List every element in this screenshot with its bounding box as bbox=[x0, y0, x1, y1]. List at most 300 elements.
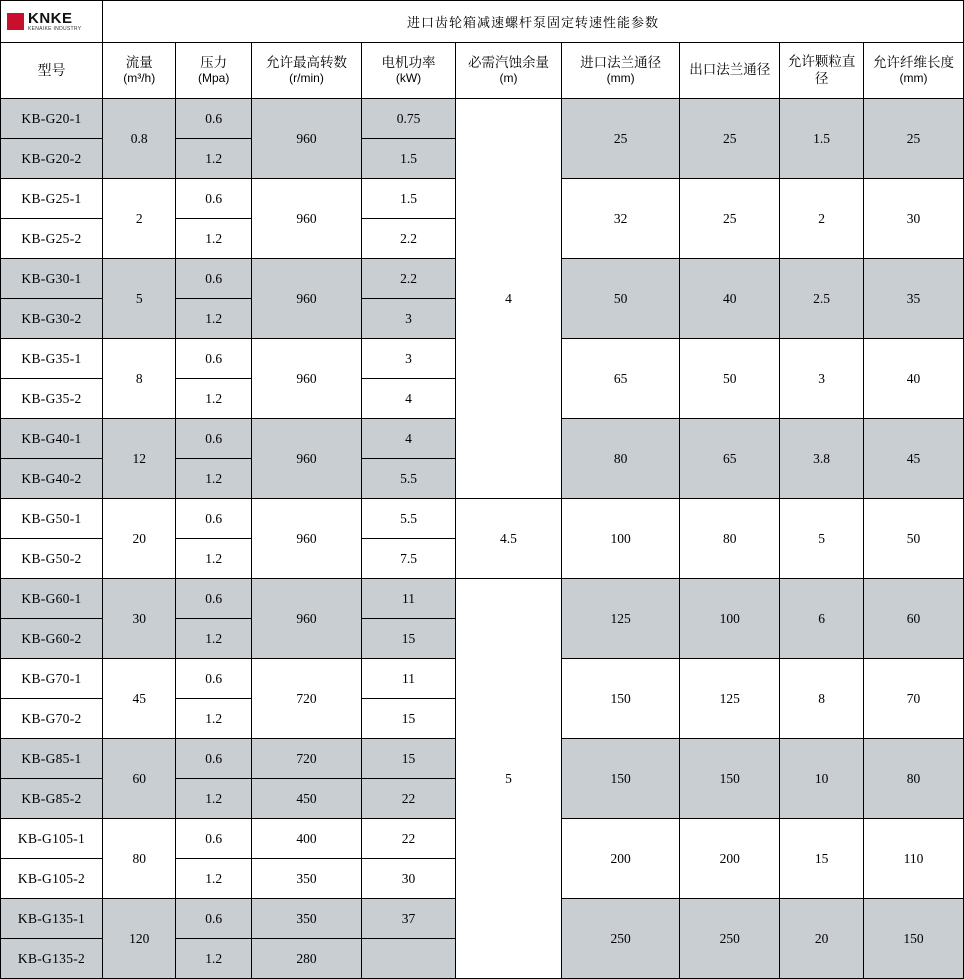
cell-motor-power-value: 7.5 bbox=[400, 550, 417, 566]
cell-motor-power bbox=[362, 299, 456, 339]
model-value: KB-G35-1 bbox=[21, 350, 82, 366]
cell-pressure bbox=[176, 459, 251, 499]
cell-pressure-value: 1.2 bbox=[205, 790, 223, 806]
header-particle bbox=[780, 43, 864, 99]
page-title: 进口齿轮箱减速螺杆泵固定转速性能参数 bbox=[103, 1, 964, 43]
cell-motor-power bbox=[362, 939, 456, 979]
header-motor-power-unit: (kW) bbox=[395, 71, 422, 86]
cell-fiber-length bbox=[863, 739, 963, 819]
cell-max-speed bbox=[251, 859, 361, 899]
cell-flow bbox=[103, 819, 176, 899]
cell-pressure-value: 1.2 bbox=[205, 950, 223, 966]
cell-particle-diameter bbox=[780, 419, 864, 499]
cell-fiber-length bbox=[863, 339, 963, 419]
model-value: KB-G40-2 bbox=[21, 470, 82, 486]
model-value: KB-G60-1 bbox=[21, 590, 82, 606]
cell-particle-diameter-value: 3.8 bbox=[813, 450, 831, 466]
cell-pressure-value: 0.6 bbox=[205, 190, 223, 206]
cell-pressure-value: 0.6 bbox=[205, 590, 223, 606]
cell-pressure-value: 1.2 bbox=[205, 310, 223, 326]
model-value: KB-G135-2 bbox=[17, 950, 86, 966]
cell-motor-power-value: 15 bbox=[401, 710, 416, 726]
header-pressure-label: 压力 bbox=[200, 54, 228, 70]
cell-inlet-flange bbox=[562, 739, 680, 819]
cell-pressure-value: 1.2 bbox=[205, 390, 223, 406]
cell-fiber-length-value: 25 bbox=[906, 130, 921, 146]
cell-particle-diameter-value: 1.5 bbox=[813, 130, 831, 146]
cell-pressure bbox=[176, 739, 251, 779]
cell-motor-power bbox=[362, 459, 456, 499]
header-max-speed bbox=[251, 43, 361, 99]
cell-flow bbox=[103, 99, 176, 179]
cell-inlet-flange bbox=[562, 99, 680, 179]
table-row bbox=[1, 499, 964, 539]
cell-pressure bbox=[176, 939, 251, 979]
cell-pressure bbox=[176, 139, 251, 179]
cell-outlet-flange-value: 65 bbox=[723, 450, 737, 466]
cell-npsh-value: 4 bbox=[505, 290, 512, 306]
model-value: KB-G70-1 bbox=[21, 670, 82, 686]
cell-max-speed-value: 350 bbox=[296, 870, 317, 886]
cell-pressure-value: 1.2 bbox=[205, 470, 223, 486]
cell-inlet-flange bbox=[562, 579, 680, 659]
cell-outlet-flange bbox=[680, 499, 780, 579]
cell-inlet-flange-value: 50 bbox=[613, 290, 628, 306]
cell-max-speed-value: 960 bbox=[296, 450, 317, 466]
cell-motor-power-value: 4 bbox=[405, 430, 412, 446]
cell-fiber-length-value: 40 bbox=[906, 370, 921, 386]
cell-max-speed bbox=[251, 179, 361, 259]
cell-particle-diameter-value: 2 bbox=[818, 210, 825, 226]
cell-max-speed-value: 350 bbox=[296, 910, 317, 926]
cell-outlet-flange bbox=[680, 99, 780, 179]
cell-flow-value: 45 bbox=[132, 690, 146, 706]
cell-pressure bbox=[176, 579, 251, 619]
cell-max-speed-value: 400 bbox=[296, 830, 317, 846]
cell-model bbox=[1, 379, 103, 419]
cell-inlet-flange-value: 250 bbox=[610, 930, 631, 946]
cell-fiber-length bbox=[863, 659, 963, 739]
cell-particle-diameter-value: 20 bbox=[814, 930, 829, 946]
cell-pressure-value: 1.2 bbox=[205, 710, 223, 726]
cell-motor-power bbox=[362, 419, 456, 459]
cell-particle-diameter-value: 8 bbox=[818, 690, 825, 706]
cell-max-speed-value: 960 bbox=[296, 530, 317, 546]
cell-inlet-flange-value: 80 bbox=[613, 450, 628, 466]
cell-model bbox=[1, 419, 103, 459]
header-motor-power-label: 电机功率 bbox=[381, 54, 436, 70]
cell-fiber-length bbox=[863, 179, 963, 259]
cell-max-speed-value: 720 bbox=[296, 750, 317, 766]
header-flow-unit: (m³/h) bbox=[123, 71, 156, 86]
cell-flow bbox=[103, 499, 176, 579]
cell-max-speed bbox=[251, 339, 361, 419]
brand-subtitle: KENAIKE INDUSTRY bbox=[28, 25, 82, 32]
cell-flow bbox=[103, 579, 176, 659]
cell-flow-value: 8 bbox=[135, 370, 143, 386]
header-particle-label: 允许颗粒直径 bbox=[787, 53, 856, 86]
cell-motor-power-value: 2.2 bbox=[400, 230, 417, 246]
cell-motor-power bbox=[362, 259, 456, 299]
header-fiber bbox=[863, 43, 963, 99]
header-max-speed-label: 允许最高转数 bbox=[266, 54, 347, 70]
header-fiber-label: 允许纤维长度 bbox=[872, 54, 954, 70]
cell-fiber-length bbox=[863, 819, 963, 899]
cell-particle-diameter bbox=[780, 339, 864, 419]
cell-max-speed bbox=[251, 499, 361, 579]
cell-motor-power-value: 11 bbox=[402, 670, 415, 686]
cell-model bbox=[1, 739, 103, 779]
cell-model bbox=[1, 579, 103, 619]
title-row bbox=[1, 1, 964, 43]
cell-flow bbox=[103, 659, 176, 739]
cell-max-speed bbox=[251, 739, 361, 779]
cell-fiber-length bbox=[863, 579, 963, 659]
cell-motor-power-value: 1.5 bbox=[400, 150, 417, 166]
cell-outlet-flange-value: 100 bbox=[719, 610, 740, 626]
cell-inlet-flange bbox=[562, 499, 680, 579]
cell-model bbox=[1, 99, 103, 139]
cell-outlet-flange-value: 200 bbox=[719, 850, 740, 866]
cell-outlet-flange-value: 250 bbox=[719, 930, 740, 946]
cell-pressure bbox=[176, 419, 251, 459]
cell-max-speed bbox=[251, 99, 361, 179]
cell-motor-power-value: 30 bbox=[401, 870, 416, 886]
cell-outlet-flange-value: 50 bbox=[723, 370, 737, 386]
cell-particle-diameter bbox=[780, 259, 864, 339]
cell-max-speed bbox=[251, 779, 361, 819]
cell-flow-value: 20 bbox=[132, 530, 146, 546]
cell-outlet-flange-value: 25 bbox=[723, 130, 737, 146]
model-value: KB-G20-2 bbox=[21, 150, 82, 166]
cell-inlet-flange bbox=[562, 819, 680, 899]
model-value: KB-G20-1 bbox=[21, 110, 82, 126]
header-model: 型号 bbox=[1, 43, 103, 99]
cell-flow bbox=[103, 339, 176, 419]
cell-motor-power bbox=[362, 659, 456, 699]
header-flow bbox=[103, 43, 176, 99]
cell-pressure-value: 0.6 bbox=[205, 670, 223, 686]
cell-max-speed bbox=[251, 899, 361, 939]
cell-outlet-flange-value: 80 bbox=[723, 530, 737, 546]
brand-logo bbox=[7, 11, 96, 32]
cell-model bbox=[1, 499, 103, 539]
cell-inlet-flange bbox=[562, 659, 680, 739]
cell-motor-power bbox=[362, 699, 456, 739]
cell-max-speed-value: 960 bbox=[296, 370, 317, 386]
cell-model bbox=[1, 459, 103, 499]
cell-pressure bbox=[176, 779, 251, 819]
cell-pressure bbox=[176, 219, 251, 259]
cell-pressure bbox=[176, 99, 251, 139]
cell-motor-power bbox=[362, 899, 456, 939]
cell-outlet-flange bbox=[680, 259, 780, 339]
header-npsh bbox=[455, 43, 561, 99]
cell-pressure bbox=[176, 659, 251, 699]
cell-max-speed-value: 720 bbox=[296, 690, 317, 706]
cell-outlet-flange-value: 125 bbox=[719, 690, 740, 706]
header-pressure bbox=[176, 43, 251, 99]
cell-pressure-value: 1.2 bbox=[205, 550, 223, 566]
cell-model bbox=[1, 179, 103, 219]
cell-flow-value: 30 bbox=[132, 610, 146, 626]
cell-particle-diameter-value: 3 bbox=[818, 370, 825, 386]
cell-model bbox=[1, 299, 103, 339]
cell-inlet-flange-value: 32 bbox=[613, 210, 628, 226]
cell-motor-power bbox=[362, 499, 456, 539]
cell-model bbox=[1, 699, 103, 739]
cell-motor-power bbox=[362, 779, 456, 819]
cell-fiber-length bbox=[863, 499, 963, 579]
model-value: KB-G105-2 bbox=[17, 870, 86, 886]
cell-pressure bbox=[176, 259, 251, 299]
cell-motor-power bbox=[362, 139, 456, 179]
cell-flow bbox=[103, 739, 176, 819]
cell-motor-power-value: 3 bbox=[405, 350, 412, 366]
cell-motor-power-value: 5.5 bbox=[400, 510, 417, 526]
cell-fiber-length bbox=[863, 419, 963, 499]
cell-model bbox=[1, 659, 103, 699]
model-value: KB-G30-2 bbox=[21, 310, 82, 326]
model-value: KB-G135-1 bbox=[17, 910, 86, 926]
cell-npsh-value: 5 bbox=[505, 770, 512, 786]
cell-motor-power-value: 11 bbox=[402, 590, 415, 606]
cell-particle-diameter-value: 10 bbox=[814, 770, 829, 786]
cell-motor-power bbox=[362, 819, 456, 859]
header-motor-power bbox=[362, 43, 456, 99]
cell-flow-value: 0.8 bbox=[130, 130, 148, 146]
model-value: KB-G30-1 bbox=[21, 270, 82, 286]
header-row bbox=[1, 43, 964, 99]
cell-pressure-value: 0.6 bbox=[205, 430, 223, 446]
model-value: KB-G25-2 bbox=[21, 230, 82, 246]
cell-motor-power bbox=[362, 859, 456, 899]
model-value: KB-G85-1 bbox=[21, 750, 82, 766]
cell-npsh bbox=[455, 499, 561, 579]
model-value: KB-G85-2 bbox=[21, 790, 82, 806]
cell-motor-power-value: 1.5 bbox=[400, 190, 417, 206]
cell-motor-power-value: 22 bbox=[401, 830, 416, 846]
cell-inlet-flange-value: 25 bbox=[613, 130, 628, 146]
header-npsh-label: 必需汽蚀余量 bbox=[467, 54, 549, 70]
cell-fiber-length-value: 35 bbox=[906, 290, 921, 306]
cell-pressure-value: 1.2 bbox=[205, 230, 223, 246]
cell-max-speed bbox=[251, 419, 361, 499]
header-pressure-unit: (Mpa) bbox=[198, 71, 230, 86]
cell-flow bbox=[103, 179, 176, 259]
cell-inlet-flange bbox=[562, 259, 680, 339]
cell-model bbox=[1, 819, 103, 859]
cell-npsh bbox=[455, 579, 561, 979]
cell-inlet-flange bbox=[562, 339, 680, 419]
cell-outlet-flange bbox=[680, 579, 780, 659]
cell-flow-value: 80 bbox=[132, 850, 146, 866]
cell-motor-power bbox=[362, 339, 456, 379]
cell-pressure bbox=[176, 859, 251, 899]
model-value: KB-G60-2 bbox=[21, 630, 82, 646]
model-value: KB-G50-2 bbox=[21, 550, 82, 566]
cell-particle-diameter-value: 6 bbox=[818, 610, 825, 626]
cell-fiber-length-value: 45 bbox=[906, 450, 921, 466]
header-outlet-flange-label: 出口法兰通径 bbox=[689, 62, 771, 78]
cell-motor-power-value: 3 bbox=[405, 310, 412, 326]
cell-pressure-value: 0.6 bbox=[205, 510, 223, 526]
header-inlet-flange-unit: (mm) bbox=[606, 71, 635, 86]
cell-max-speed bbox=[251, 819, 361, 859]
cell-particle-diameter-value: 2.5 bbox=[813, 290, 831, 306]
cell-max-speed bbox=[251, 659, 361, 739]
cell-motor-power bbox=[362, 739, 456, 779]
cell-particle-diameter bbox=[780, 499, 864, 579]
cell-pressure bbox=[176, 499, 251, 539]
cell-motor-power-value: 2.2 bbox=[400, 270, 417, 286]
header-max-speed-unit: (r/min) bbox=[289, 71, 324, 86]
cell-model bbox=[1, 619, 103, 659]
cell-flow-value: 60 bbox=[132, 770, 146, 786]
cell-fiber-length-value: 30 bbox=[906, 210, 921, 226]
cell-motor-power bbox=[362, 539, 456, 579]
cell-pressure-value: 0.6 bbox=[205, 350, 223, 366]
cell-inlet-flange bbox=[562, 899, 680, 979]
cell-fiber-length bbox=[863, 259, 963, 339]
brand-name: KNKE bbox=[28, 10, 73, 27]
cell-fiber-length bbox=[863, 99, 963, 179]
cell-flow-value: 12 bbox=[132, 450, 146, 466]
cell-motor-power-value: 4 bbox=[405, 390, 412, 406]
model-value: KB-G25-1 bbox=[21, 190, 82, 206]
cell-outlet-flange-value: 150 bbox=[719, 770, 740, 786]
cell-inlet-flange bbox=[562, 419, 680, 499]
cell-pressure bbox=[176, 179, 251, 219]
cell-particle-diameter-value: 15 bbox=[814, 850, 829, 866]
cell-outlet-flange bbox=[680, 339, 780, 419]
header-inlet-flange bbox=[562, 43, 680, 99]
cell-fiber-length-value: 80 bbox=[906, 770, 921, 786]
cell-pressure-value: 0.6 bbox=[205, 830, 223, 846]
cell-pressure-value: 1.2 bbox=[205, 150, 223, 166]
cell-outlet-flange bbox=[680, 659, 780, 739]
brand-logo-cell bbox=[1, 1, 103, 43]
table-row bbox=[1, 579, 964, 619]
cell-motor-power-value: 37 bbox=[401, 910, 416, 926]
cell-outlet-flange bbox=[680, 899, 780, 979]
cell-motor-power-value: 22 bbox=[401, 790, 416, 806]
cell-model bbox=[1, 339, 103, 379]
cell-motor-power bbox=[362, 579, 456, 619]
cell-max-speed-value: 960 bbox=[296, 130, 317, 146]
cell-motor-power bbox=[362, 179, 456, 219]
cell-pressure bbox=[176, 619, 251, 659]
cell-npsh-value: 4.5 bbox=[500, 530, 517, 546]
cell-pressure bbox=[176, 899, 251, 939]
cell-model bbox=[1, 859, 103, 899]
cell-flow bbox=[103, 259, 176, 339]
cell-motor-power bbox=[362, 99, 456, 139]
header-fiber-unit: (mm) bbox=[899, 71, 928, 86]
model-value: KB-G35-2 bbox=[21, 390, 82, 406]
cell-outlet-flange bbox=[680, 179, 780, 259]
cell-fiber-length-value: 60 bbox=[906, 610, 921, 626]
cell-max-speed-value: 280 bbox=[296, 950, 317, 966]
cell-inlet-flange-value: 125 bbox=[610, 610, 631, 626]
cell-pressure-value: 0.6 bbox=[205, 270, 223, 286]
cell-inlet-flange-value: 150 bbox=[610, 770, 631, 786]
cell-pressure bbox=[176, 339, 251, 379]
header-outlet-flange bbox=[680, 43, 780, 99]
cell-outlet-flange-value: 25 bbox=[723, 210, 737, 226]
cell-particle-diameter bbox=[780, 899, 864, 979]
cell-outlet-flange bbox=[680, 739, 780, 819]
cell-model bbox=[1, 139, 103, 179]
cell-flow-value: 2 bbox=[135, 210, 143, 226]
cell-max-speed bbox=[251, 579, 361, 659]
cell-particle-diameter bbox=[780, 659, 864, 739]
cell-motor-power bbox=[362, 619, 456, 659]
cell-model bbox=[1, 779, 103, 819]
cell-model bbox=[1, 539, 103, 579]
cell-pressure-value: 1.2 bbox=[205, 630, 223, 646]
model-value: KB-G40-1 bbox=[21, 430, 82, 446]
cell-max-speed-value: 960 bbox=[296, 210, 317, 226]
header-npsh-unit: (m) bbox=[499, 71, 518, 86]
cell-pressure-value: 0.6 bbox=[205, 910, 223, 926]
cell-fiber-length-value: 50 bbox=[906, 530, 921, 546]
cell-flow-value: 120 bbox=[129, 930, 150, 946]
cell-pressure bbox=[176, 539, 251, 579]
cell-particle-diameter bbox=[780, 179, 864, 259]
model-value: KB-G105-1 bbox=[17, 830, 86, 846]
cell-particle-diameter bbox=[780, 579, 864, 659]
cell-pressure-value: 1.2 bbox=[205, 870, 223, 886]
cell-motor-power-value: 5.5 bbox=[400, 470, 417, 486]
cell-motor-power bbox=[362, 219, 456, 259]
logo-square-icon bbox=[7, 13, 24, 30]
model-value: KB-G50-1 bbox=[21, 510, 82, 526]
cell-pressure bbox=[176, 699, 251, 739]
cell-model bbox=[1, 219, 103, 259]
cell-inlet-flange-value: 200 bbox=[610, 850, 631, 866]
cell-model bbox=[1, 899, 103, 939]
cell-particle-diameter bbox=[780, 99, 864, 179]
cell-pressure bbox=[176, 819, 251, 859]
cell-model bbox=[1, 939, 103, 979]
cell-pressure bbox=[176, 379, 251, 419]
cell-inlet-flange-value: 65 bbox=[613, 370, 628, 386]
cell-fiber-length-value: 150 bbox=[903, 930, 924, 946]
cell-max-speed bbox=[251, 939, 361, 979]
cell-inlet-flange-value: 150 bbox=[610, 690, 631, 706]
cell-outlet-flange bbox=[680, 819, 780, 899]
header-flow-label: 流量 bbox=[125, 54, 153, 70]
cell-motor-power-value: 15 bbox=[401, 630, 416, 646]
table-row bbox=[1, 99, 964, 139]
cell-max-speed-value: 960 bbox=[296, 290, 317, 306]
cell-npsh bbox=[455, 99, 561, 499]
cell-particle-diameter bbox=[780, 819, 864, 899]
cell-outlet-flange-value: 40 bbox=[723, 290, 737, 306]
cell-max-speed bbox=[251, 259, 361, 339]
cell-model bbox=[1, 259, 103, 299]
cell-max-speed-value: 450 bbox=[296, 790, 317, 806]
cell-fiber-length-value: 110 bbox=[903, 850, 924, 866]
cell-inlet-flange bbox=[562, 179, 680, 259]
model-value: KB-G70-2 bbox=[21, 710, 82, 726]
cell-pressure-value: 0.6 bbox=[205, 110, 223, 126]
cell-particle-diameter-value: 5 bbox=[818, 530, 825, 546]
cell-fiber-length bbox=[863, 899, 963, 979]
cell-pressure-value: 0.6 bbox=[205, 750, 223, 766]
cell-outlet-flange bbox=[680, 419, 780, 499]
